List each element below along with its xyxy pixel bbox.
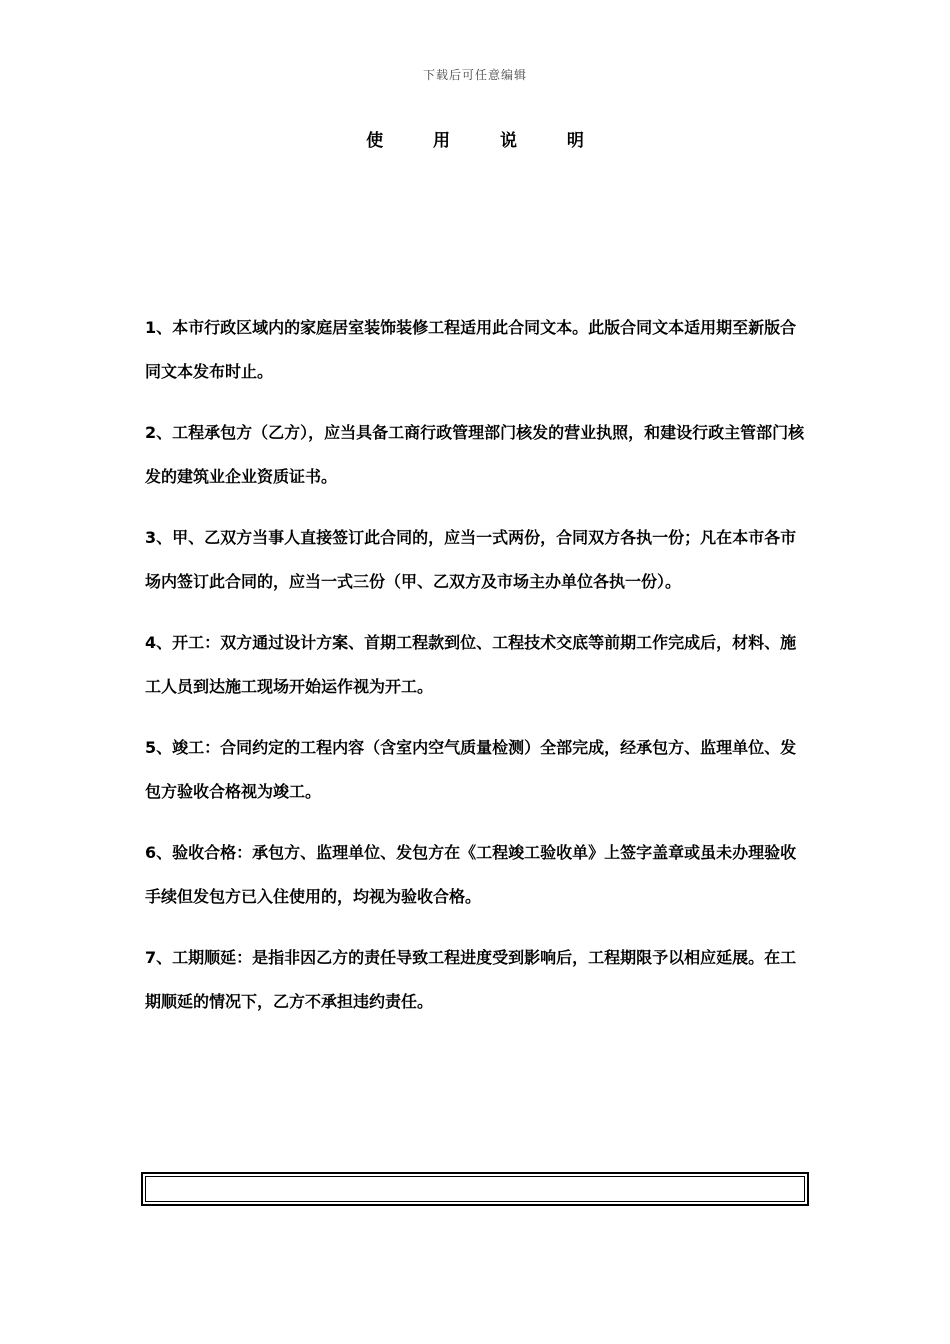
instruction-item-6: 6、验收合格：承包方、监理单位、发包方在《工程竣工验收单》上签字盖章或虽未办理验收手续但发包方已入住使用的，均视为验收合格。 — [145, 843, 797, 906]
instructions-list — [145, 306, 805, 1041]
bottom-inner-border — [145, 1176, 805, 1202]
page-title: 使 用 说 明 — [366, 131, 606, 151]
instruction-item-4: 4、开工：双方通过设计方案、首期工程款到位、工程技术交底等前期工作完成后，材料、施工人员到达施工现场开始运作视为开工。 — [145, 633, 797, 696]
bottom-double-border-box — [141, 1172, 809, 1206]
instruction-item-1: 1、本市行政区域内的家庭居室装饰装修工程适用此合同文本。此版合同文本适用期至新版合同文本发布时止。 — [145, 318, 797, 381]
header-note: 下载后可任意编辑 — [422, 68, 527, 82]
instruction-item-2: 2、工程承包方（乙方），应当具备工商行政管理部门核发的营业执照，和建设行政主管部门核发的建筑业企业资质证书。 — [145, 423, 805, 486]
instruction-item-3: 3、甲、乙双方当事人直接签订此合同的，应当一式两份，合同双方各执一份；凡在本市各市场内签订此合同的，应当一式三份（甲、乙双方及市场主办单位各执一份）。 — [145, 528, 797, 591]
instruction-item-7: 7、工期顺延：是指非因乙方的责任导致工程进度受到影响后，工程期限予以相应延展。在工期顺延的情况下，乙方不承担违约责任。 — [145, 948, 797, 1011]
instruction-item-5: 5、竣工：合同约定的工程内容（含室内空气质量检测）全部完成，经承包方、监理单位、发包方验收合格视为竣工。 — [145, 738, 797, 801]
